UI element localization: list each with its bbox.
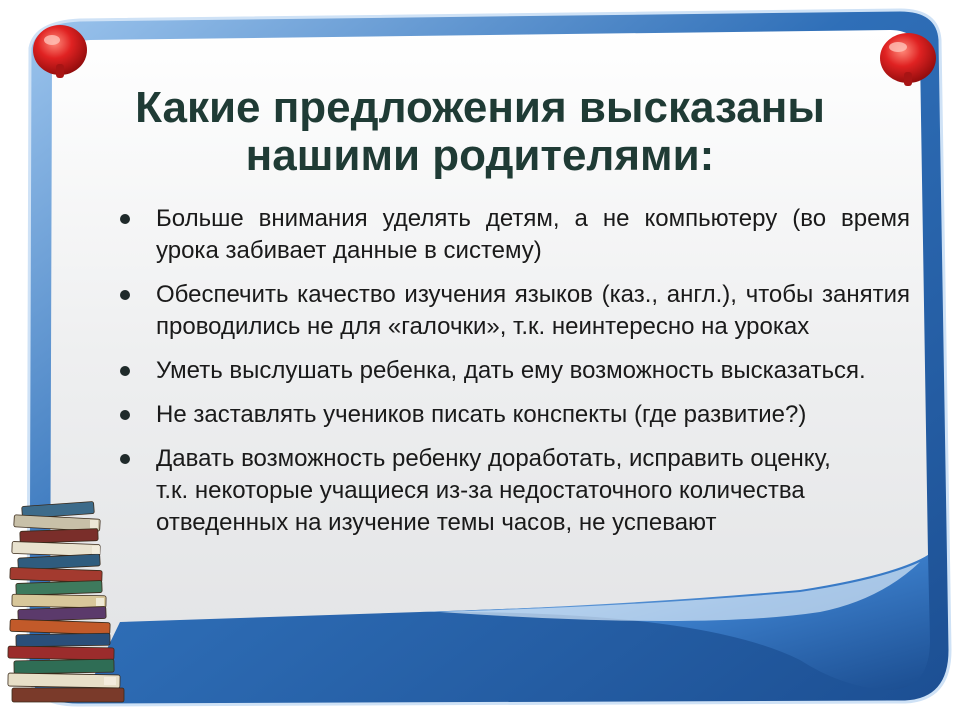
title-line-1: Какие предложения высказаны [135,83,825,132]
bullet-dot-icon [120,454,130,464]
list-item-text: Обеспечить качество изучения языков (каз., англ.), чтобы занятия проводились не для «галочки», т.к. неинтересно на уроках [156,281,910,340]
title-line-2: нашими родителями: [245,131,715,180]
list-item [118,355,910,387]
bullet-dot-icon [120,214,130,224]
book-stack-icon [0,500,135,710]
list-item [118,399,910,431]
bullet-dot-icon [120,410,130,420]
list-item-text: Больше внимания уделять детям, а не компьютеру (во время урока забивает данные в систему) [156,205,910,264]
list-item-text: Не заставлять учеников писать конспекты (где развитие?) [156,401,807,428]
page-title [90,84,870,180]
bullet-dot-icon [120,366,130,376]
bullet-list [118,203,910,551]
list-item [118,279,910,343]
list-item-text: Уметь выслушать ребенка, дать ему возможность высказаться. [156,357,866,384]
bullet-dot-icon [120,290,130,300]
list-item [118,203,910,267]
list-item-text: Давать возможность ребенку доработать, исправить оценку, т.к. некоторые учащиеся из-за недостаточного количества отведенных на изучение темы часов, не успевают [156,445,831,536]
list-item [118,443,836,539]
